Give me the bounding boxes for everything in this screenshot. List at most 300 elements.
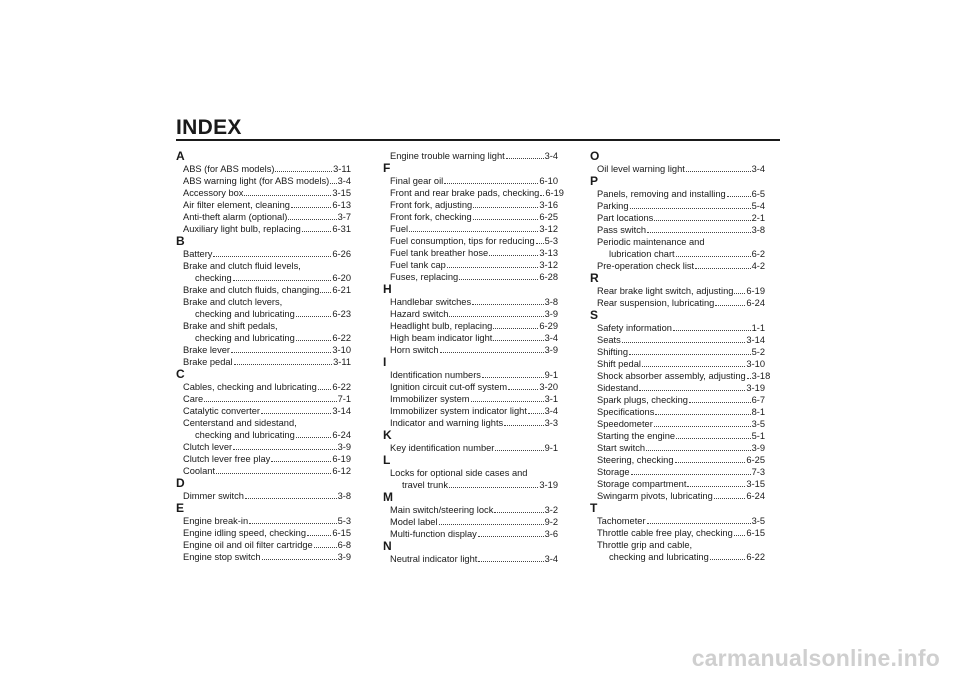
dot-leader	[536, 243, 544, 244]
index-entry	[176, 539, 351, 551]
index-entry-text: Brake and clutch fluids, changing	[183, 285, 320, 295]
dot-leader	[472, 304, 543, 305]
dot-leader	[654, 426, 751, 427]
watermark: carmanualsonline.info	[691, 645, 940, 671]
dot-leader	[686, 171, 751, 172]
section-letter: L	[383, 453, 391, 467]
index-entry	[590, 490, 765, 502]
dot-leader	[646, 450, 751, 451]
page-title: INDEX	[176, 116, 242, 139]
index-entry-page: 6-15	[332, 528, 351, 538]
index-entry	[176, 284, 351, 296]
dot-leader	[654, 220, 750, 221]
index-entry-page: 6-19	[545, 188, 564, 198]
index-entry-text: Speedometer	[597, 419, 653, 429]
index-entry	[590, 406, 765, 418]
dot-leader	[478, 536, 544, 537]
index-entry-page: 9-1	[544, 370, 558, 380]
index-entry	[176, 223, 351, 235]
index-entry-text: Periodic maintenance and	[597, 237, 705, 247]
dot-leader	[271, 461, 331, 462]
index-entry-page: 6-22	[332, 382, 351, 392]
dot-leader	[231, 352, 331, 353]
index-entry-text: Centerstand and sidestand,	[183, 418, 297, 428]
index-entry-page: 3-10	[746, 359, 765, 369]
index-entry-text: Throttle grip and cable,	[597, 540, 693, 550]
section-letter: R	[590, 271, 599, 285]
index-entry	[383, 479, 558, 491]
index-entry-page: 6-25	[539, 212, 558, 222]
index-entry	[383, 417, 558, 429]
section-letter: A	[176, 149, 185, 163]
index-entry-page: 3-18	[751, 371, 771, 381]
index-entry	[383, 235, 558, 247]
index-entry-page: 7-3	[751, 467, 765, 477]
dot-leader	[244, 195, 331, 196]
index-entry	[590, 248, 765, 260]
dot-leader	[262, 559, 337, 560]
index-entry	[590, 322, 765, 334]
index-entry-page: 3-11	[333, 357, 351, 367]
index-entry	[383, 369, 558, 381]
index-entry-page: 6-19	[332, 454, 351, 464]
index-entry-page: 6-21	[332, 285, 351, 295]
index-entry-text: Battery	[183, 249, 213, 259]
index-entry-page: 5-1	[751, 431, 765, 441]
index-entry-text: Pre-operation check list	[597, 261, 695, 271]
index-entry-text: Dimmer switch	[183, 491, 244, 501]
index-entry	[590, 515, 765, 527]
index-entry-text: Air filter element, cleaning	[183, 200, 290, 210]
index-entry-page: 3-9	[544, 345, 558, 355]
section-letter: I	[383, 355, 387, 369]
index-entry-page: 3-9	[544, 309, 558, 319]
index-entry	[176, 465, 351, 477]
index-entry-page: 9-1	[544, 443, 558, 453]
index-entry	[590, 551, 765, 563]
index-entry-page: 6-8	[337, 540, 351, 550]
dot-leader	[508, 389, 538, 390]
dot-leader	[710, 559, 746, 560]
index-entry-page: 3-9	[751, 443, 765, 453]
index-entry-text: Final gear oil	[390, 176, 444, 186]
index-entry-page: 6-24	[746, 298, 765, 308]
index-entry-text: Shifting	[597, 347, 629, 357]
index-entry-text: Engine oil and oil filter cartridge	[183, 540, 313, 550]
dot-leader	[296, 340, 332, 341]
index-entry	[176, 248, 351, 260]
dot-leader	[302, 231, 332, 232]
index-entry-page: 5-4	[751, 201, 765, 211]
index-entry-page: 6-25	[746, 455, 765, 465]
index-entry	[383, 296, 558, 308]
index-entry-continuation: checking and lubricating	[195, 430, 295, 440]
index-entry-text: Swingarm pivots, lubricating	[597, 491, 713, 501]
index-entry-page: 3-4	[544, 333, 558, 343]
index-entry-page: 3-4	[544, 151, 558, 161]
index-entry	[590, 200, 765, 212]
index-entry	[176, 381, 351, 393]
index-entry-text: Main switch/steering lock	[390, 505, 494, 515]
index-entry-text: Pass switch	[597, 225, 647, 235]
index-entry-text: Identification numbers	[390, 370, 481, 380]
index-entry-page: 3-4	[337, 176, 351, 186]
index-entry	[383, 393, 558, 405]
dot-leader	[409, 231, 538, 232]
index-entry-text: Fuses, replacing	[390, 272, 459, 282]
index-entry-text: Anti-theft alarm (optional)	[183, 212, 288, 222]
index-entry	[383, 344, 558, 356]
index-entry	[383, 332, 558, 344]
index-entry-page: 3-14	[332, 406, 351, 416]
index-entry	[590, 285, 765, 297]
index-entry-page: 6-2	[751, 249, 765, 259]
dot-leader	[213, 256, 331, 257]
index-entry-continuation: checking and lubricating	[195, 333, 295, 343]
index-entry-text: Brake and clutch fluid levels,	[183, 261, 301, 271]
index-entry-text: Storage compartment	[597, 479, 687, 489]
index-column-3	[590, 149, 771, 563]
section-letter: S	[590, 308, 599, 322]
index-entry	[590, 188, 765, 200]
dot-leader	[676, 438, 751, 439]
dot-leader	[444, 183, 538, 184]
index-entry-text: Multi-function display	[390, 529, 477, 539]
index-entry-page: 6-22	[746, 552, 765, 562]
index-entry	[176, 211, 351, 223]
index-entry-text: Fuel consumption, tips for reducing	[390, 236, 535, 246]
dot-leader	[673, 330, 751, 331]
dot-leader	[249, 523, 336, 524]
index-entry-text: Throttle cable free play, checking	[597, 528, 733, 538]
dot-leader	[447, 267, 539, 268]
dot-leader	[296, 316, 332, 317]
index-entry-page: 6-7	[751, 395, 765, 405]
index-entry-page: 3-4	[751, 164, 765, 174]
index-entry-text: Handlebar switches	[390, 297, 472, 307]
index-entry	[383, 516, 558, 528]
index-entry-page: 6-28	[539, 272, 558, 282]
index-entry-text: Brake lever	[183, 345, 231, 355]
index-entry-text: Specifications	[597, 407, 655, 417]
index-entry-text: Immobilizer system	[390, 394, 470, 404]
index-entry-text: Fuel tank breather hose	[390, 248, 489, 258]
dot-leader	[291, 207, 331, 208]
index-entry-text: Part locations	[597, 213, 654, 223]
index-entry-page: 3-11	[333, 164, 351, 174]
dot-leader	[630, 208, 751, 209]
index-entry	[383, 442, 558, 454]
index-entry-text: Sidestand	[597, 383, 639, 393]
section-letter: M	[383, 490, 393, 504]
dot-leader	[540, 195, 544, 196]
index-entry-text: Parking	[597, 201, 629, 211]
index-entry-text: ABS warning light (for ABS models)	[183, 176, 330, 186]
index-entry-text: Indicator and warning lights	[390, 418, 504, 428]
dot-leader	[482, 377, 544, 378]
index-entry-page: 3-8	[751, 225, 765, 235]
index-entry	[590, 358, 765, 370]
index-entry-page: 4-2	[751, 261, 765, 271]
dot-leader	[449, 316, 543, 317]
index-entry	[176, 175, 351, 187]
index-entry-page: 3-9	[337, 552, 351, 562]
index-entry-page: 3-19	[746, 383, 765, 393]
index-entry	[383, 199, 558, 211]
index-entry	[590, 370, 771, 382]
section-letter: D	[176, 476, 185, 490]
index-entry-page: 3-8	[544, 297, 558, 307]
index-entry-page: 5-3	[337, 516, 351, 526]
dot-leader	[734, 535, 746, 536]
section-letter: F	[383, 161, 391, 175]
section-letter: E	[176, 501, 185, 515]
dot-leader	[715, 305, 745, 306]
index-entry	[176, 344, 351, 356]
index-entry-text: Rear suspension, lubricating	[597, 298, 715, 308]
index-entry-text: Neutral indicator light	[390, 554, 478, 564]
section-letter: P	[590, 174, 599, 188]
index-entry	[383, 320, 558, 332]
index-entry	[590, 394, 765, 406]
index-entry-page: 3-20	[539, 382, 558, 392]
index-entry-text: Front and rear brake pads, checking	[390, 188, 540, 198]
dot-leader	[655, 414, 750, 415]
dot-leader	[714, 498, 746, 499]
index-entry	[590, 442, 765, 454]
index-entry	[176, 527, 351, 539]
index-entry-page: 1-1	[751, 323, 765, 333]
index-entry-text: Brake and shift pedals,	[183, 321, 278, 331]
index-entry	[383, 150, 558, 162]
index-entry-page: 6-13	[332, 200, 351, 210]
index-entry-text: Steering, checking	[597, 455, 674, 465]
dot-leader	[622, 342, 746, 343]
index-entry-text: Clutch lever free play	[183, 454, 271, 464]
index-entry	[383, 528, 558, 540]
index-entry-page: 3-15	[332, 188, 351, 198]
dot-leader	[642, 366, 745, 367]
index-entry	[176, 429, 351, 441]
section-letter: K	[383, 428, 392, 442]
index-entry-text: Model label	[390, 517, 438, 527]
dot-leader	[489, 255, 538, 256]
index-entry	[176, 163, 351, 175]
index-entry-continuation: checking and lubricating	[195, 309, 295, 319]
dot-leader	[314, 547, 337, 548]
dot-leader	[647, 523, 751, 524]
dot-leader	[307, 535, 331, 536]
index-entry-text: Engine trouble warning light	[390, 151, 505, 161]
section-letter: B	[176, 234, 185, 248]
index-entry	[590, 430, 765, 442]
index-entry-text: Front fork, adjusting	[390, 200, 473, 210]
dot-leader	[631, 474, 751, 475]
index-entry-text: Catalytic converter	[183, 406, 260, 416]
dot-leader	[275, 171, 332, 172]
index-entry-text: Brake pedal	[183, 357, 233, 367]
index-entry-page: 6-23	[332, 309, 351, 319]
index-entry-page: 6-24	[746, 491, 765, 501]
index-entry-text: High beam indicator light	[390, 333, 493, 343]
index-entry	[176, 308, 351, 320]
index-entry	[590, 527, 765, 539]
index-entry-page: 6-10	[539, 176, 558, 186]
dot-leader	[473, 219, 539, 220]
index-entry	[590, 466, 765, 478]
index-entry-text: Headlight bulb, replacing	[390, 321, 493, 331]
index-entry-page: 3-7	[337, 212, 351, 222]
index-entry	[383, 271, 558, 283]
index-entry-page: 3-16	[539, 200, 558, 210]
index-entry-page: 3-3	[544, 418, 558, 428]
index-entry-page: 7-1	[337, 394, 351, 404]
index-entry	[176, 453, 351, 465]
index-entry	[590, 297, 765, 309]
index-entry-page: 9-2	[544, 517, 558, 527]
index-entry-page: 3-4	[544, 406, 558, 416]
index-entry-page: 3-5	[751, 419, 765, 429]
index-entry-page: 3-13	[539, 248, 558, 258]
index-entry-page: 6-12	[332, 466, 351, 476]
index-entry	[176, 515, 351, 527]
index-entry	[383, 247, 558, 259]
index-entry-text: ABS (for ABS models)	[183, 164, 275, 174]
index-entry	[176, 272, 351, 284]
dot-leader	[233, 449, 336, 450]
dot-leader	[727, 196, 751, 197]
dot-leader	[318, 389, 332, 390]
index-entry	[590, 478, 765, 490]
dot-leader	[296, 437, 332, 438]
index-entry-text: Panels, removing and installing	[597, 189, 726, 199]
index-entry-text: Horn switch	[390, 345, 439, 355]
index-entry-page: 2-1	[751, 213, 765, 223]
dot-leader	[330, 183, 336, 184]
index-entry-text: Seats	[597, 335, 621, 345]
index-entry-page: 6-20	[332, 273, 351, 283]
dot-leader	[528, 413, 544, 414]
index-entry-text: Shock absorber assembly, adjusting	[597, 371, 746, 381]
section-letter: T	[590, 501, 598, 515]
index-entry	[383, 553, 558, 565]
dot-leader	[629, 354, 751, 355]
index-entry	[176, 332, 351, 344]
index-entry-text: Engine stop switch	[183, 552, 261, 562]
index-entry-continuation: lubrication chart	[609, 249, 675, 259]
index-entry-text: Spark plugs, checking	[597, 395, 688, 405]
index-entry	[383, 504, 558, 516]
index-entry-text: Engine break-in	[183, 516, 249, 526]
index-entry	[590, 334, 765, 346]
index-entry	[176, 393, 351, 405]
index-entry	[590, 212, 765, 224]
section-letter: H	[383, 282, 392, 296]
index-entry-text: Coolant	[183, 466, 216, 476]
index-entry-text: Immobilizer system indicator light	[390, 406, 527, 416]
index-entry-page: 6-31	[332, 224, 351, 234]
dot-leader	[676, 256, 751, 257]
index-entry-page: 6-26	[332, 249, 351, 259]
index-entry-page: 3-5	[751, 516, 765, 526]
index-entry	[383, 187, 564, 199]
index-entry-page: 3-2	[544, 505, 558, 515]
index-entry-page: 6-19	[746, 286, 765, 296]
index-entry-page: 5-3	[544, 236, 558, 246]
index-entry-text: Engine idling speed, checking	[183, 528, 307, 538]
dot-leader	[495, 450, 543, 451]
index-entry	[383, 223, 558, 235]
index-entry-continuation: checking	[195, 273, 232, 283]
dot-leader	[493, 328, 538, 329]
dot-leader	[687, 486, 745, 487]
dot-leader	[504, 425, 543, 426]
index-entry	[176, 356, 351, 368]
index-entry-page: 3-15	[746, 479, 765, 489]
dot-leader	[478, 561, 543, 562]
dot-leader	[204, 401, 336, 402]
index-entry-text: Rear brake light switch, adjusting	[597, 286, 734, 296]
index-entry-text: Hazard switch	[390, 309, 449, 319]
index-entry-text: Ignition circuit cut-off system	[390, 382, 508, 392]
dot-leader	[245, 498, 337, 499]
index-entry-page: 6-22	[332, 333, 351, 343]
index-entry-page: 3-6	[544, 529, 558, 539]
index-entry-page: 3-19	[539, 480, 558, 490]
index-entry-text: Start switch	[597, 443, 646, 453]
dot-leader	[471, 401, 544, 402]
index-entry	[383, 308, 558, 320]
index-entry	[383, 405, 558, 417]
dot-leader	[288, 219, 336, 220]
dot-leader	[439, 524, 544, 525]
section-letter: O	[590, 149, 600, 163]
index-entry-page: 6-29	[539, 321, 558, 331]
index-entry-text: Tachometer	[597, 516, 646, 526]
index-entry-page: 3-12	[539, 260, 558, 270]
index-entry-text: Safety information	[597, 323, 672, 333]
index-entry-page: 6-24	[332, 430, 351, 440]
index-entry-text: Clutch lever	[183, 442, 233, 452]
dot-leader	[494, 512, 543, 513]
dot-leader	[747, 378, 751, 379]
index-entry-continuation: travel trunk	[402, 480, 448, 490]
dot-leader	[459, 279, 538, 280]
index-column-1	[176, 150, 351, 563]
index-entry	[176, 187, 351, 199]
index-entry-page: 3-14	[746, 335, 765, 345]
index-entry-text: Cables, checking and lubricating	[183, 382, 317, 392]
index-entry-continuation: checking and lubricating	[609, 552, 709, 562]
index-entry	[590, 454, 765, 466]
index-entry	[176, 551, 351, 563]
index-entry	[590, 163, 765, 175]
index-entry-page: 8-1	[751, 407, 765, 417]
index-entry	[176, 199, 351, 211]
index-entry	[590, 224, 765, 236]
dot-leader	[675, 462, 746, 463]
index-entry-page: 3-10	[332, 345, 351, 355]
index-entry	[176, 441, 351, 453]
dot-leader	[695, 268, 750, 269]
index-entry-page: 3-8	[337, 491, 351, 501]
dot-leader	[639, 390, 745, 391]
index-entry	[590, 260, 765, 272]
section-letter: C	[176, 367, 185, 381]
dot-leader	[734, 293, 745, 294]
index-entry-text: Fuel	[390, 224, 409, 234]
dot-leader	[261, 413, 331, 414]
